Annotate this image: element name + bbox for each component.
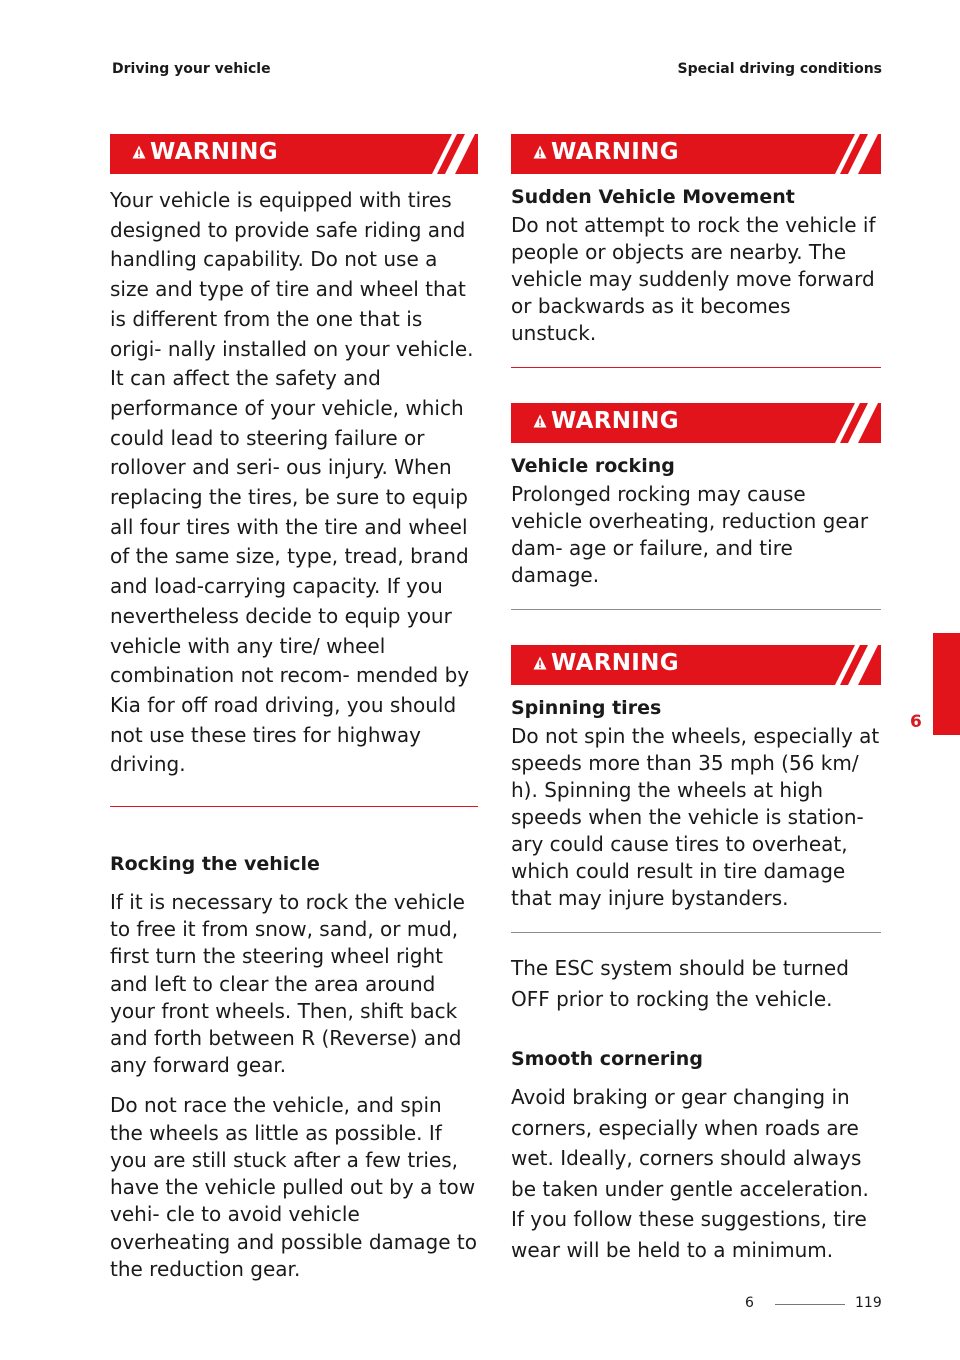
- warning-stripes-icon: [418, 134, 478, 174]
- warning-banner: [511, 645, 881, 685]
- warning-end-rule: [511, 367, 881, 368]
- left-column: [110, 134, 478, 1283]
- warning-label: WARNING: [150, 139, 278, 165]
- warning-triangle-icon: [132, 145, 146, 159]
- paragraph: Do not race the vehicle, and spin the wheels as little as possible. If you are still stuck after a few tries, have the vehicle pulled out by a tow vehi- cle to avoid vehicle overheating and possible damage to the reduction gear.: [110, 1093, 477, 1281]
- warning-end-rule: [511, 609, 881, 610]
- warning-end-rule: [110, 806, 478, 807]
- warning-banner: [511, 134, 881, 174]
- note-paragraph: The ESC system should be turned OFF prior to rocking the vehicle.: [511, 956, 849, 1011]
- warning-label: WARNING: [551, 650, 679, 676]
- footer-chapter-number: 6: [745, 1295, 754, 1311]
- warning-body: Your vehicle is equipped with tires designed to provide safe riding and handling capability. Do not use a size and type of tire and wheel that is different from the one that is origi- nally installed on your vehicle. It can affect the safety and performance of your vehicle, which could lead to steering failure or rollover and seri- ous injury. When replacing the tires, be sure to equip all four tires with the tire and wheel of the same size, type, tread, brand and load-carrying capacity. If you nevertheless decide to equip your vehicle with any tire/ wheel combination not recom- mended by Kia for off road driving, you should not use these tires for highway driving.: [110, 188, 474, 777]
- paragraph: Avoid braking or gear changing in corners, especially when roads are wet. Ideally, corners should always be taken under gentle acceleration. If you follow these suggestions, tire wear will be held to a minimum.: [511, 1085, 869, 1262]
- warning-triangle-icon: [533, 145, 547, 159]
- chapter-tab-number: 6: [910, 712, 922, 732]
- warning-label: WARNING: [551, 408, 679, 434]
- chapter-tab: [933, 633, 960, 735]
- footer-page-number: 119: [855, 1295, 882, 1311]
- warning-title: Vehicle rocking: [511, 455, 675, 477]
- warning-triangle-icon: [533, 414, 547, 428]
- warning-end-rule: [511, 932, 881, 933]
- warning-body: Prolonged rocking may cause vehicle overheating, reduction gear dam- age or failure, and tire damage.: [511, 482, 869, 587]
- warning-body: Do not attempt to rock the vehicle if people or objects are nearby. The vehicle may suddenly move forward or backwards as it becomes unstuck.: [511, 213, 876, 345]
- warning-title: Spinning tires: [511, 697, 662, 719]
- section-title: Rocking the vehicle: [110, 853, 320, 876]
- warning-triangle-icon: [533, 656, 547, 670]
- footer-rule: [775, 1304, 845, 1305]
- warning-stripes-icon: [821, 645, 881, 685]
- running-header-right: Special driving conditions: [677, 61, 882, 77]
- warning-title: Sudden Vehicle Movement: [511, 186, 795, 208]
- section-title: Smooth cornering: [511, 1048, 703, 1070]
- running-header-left: Driving your vehicle: [112, 61, 271, 77]
- warning-banner: [110, 134, 478, 174]
- warning-stripes-icon: [821, 403, 881, 443]
- right-column: [511, 134, 881, 1265]
- warning-banner: [511, 403, 881, 443]
- warning-label: WARNING: [551, 139, 679, 165]
- warning-stripes-icon: [821, 134, 881, 174]
- warning-body: Do not spin the wheels, especially at speeds more than 35 mph (56 km/ h). Spinning the wheels at high speeds when the vehicle is station- ary could cause tires to overheat, which could result in tire damage that may injure bystanders.: [511, 724, 880, 910]
- paragraph: If it is necessary to rock the vehicle to free it from snow, sand, or mud, first turn the steering wheel right and left to clear the area around your front wheels. Then, shift back and forth between R (Reverse) and any forward gear.: [110, 890, 465, 1078]
